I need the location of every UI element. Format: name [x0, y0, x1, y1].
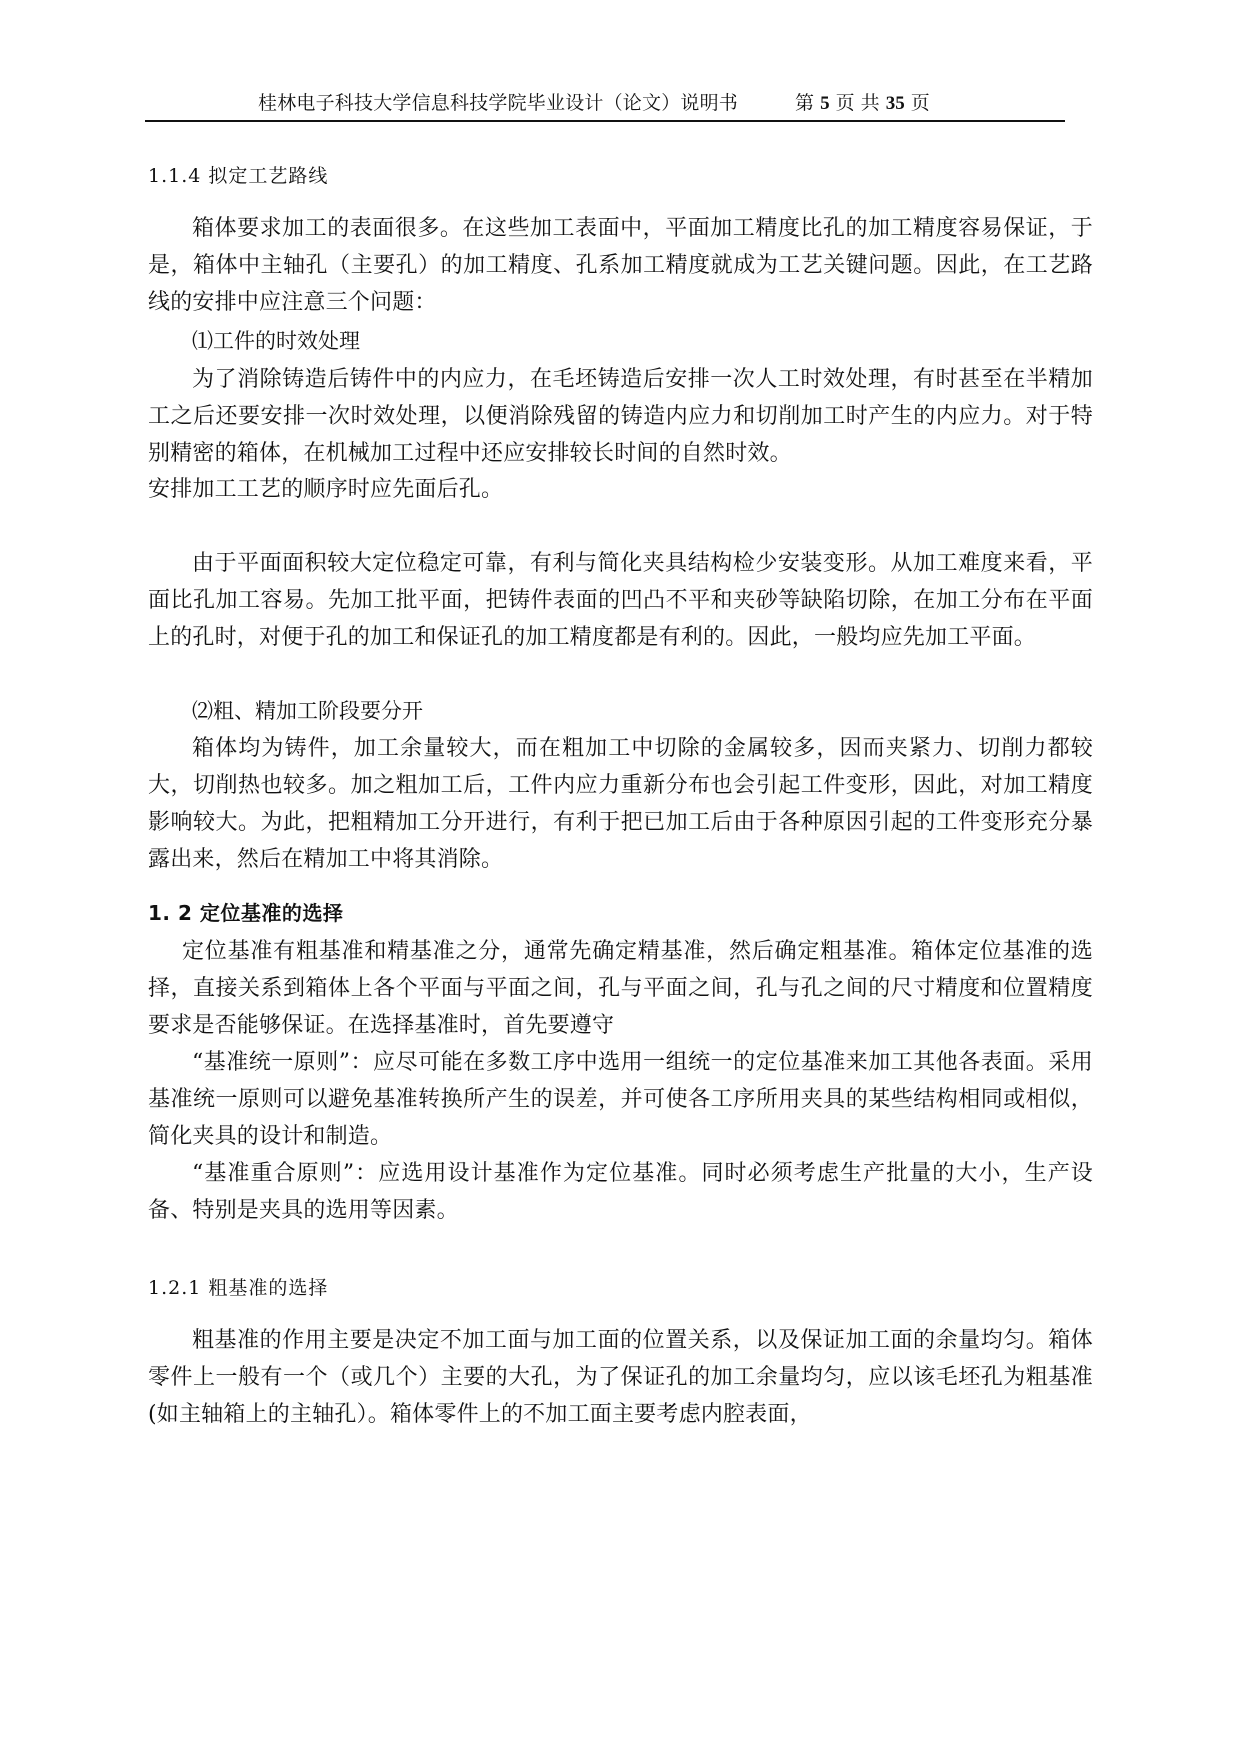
paragraph: “基准统一原则”：应尽可能在多数工序中选用一组统一的定位基准来加工其他各表面。采用基准统一原则可以避免基准转换所产生的误差，并可使各工序所用夹具的某些结构相同或相似，简化夹具的设计和制造。: [148, 1050, 1093, 1149]
header-title: 桂林电子科技大学信息科技学院毕业设计（论文）说明书: [258, 92, 739, 114]
paragraph: 安排加工工艺的顺序时应先面后孔。: [148, 477, 504, 502]
page-mid: 页 共: [835, 92, 880, 114]
paragraph: 定位基准有粗基准和精基准之分，通常先确定精基准，然后确定粗基准。箱体定位基准的选择，直接关系到箱体上各个平面与平面之间，孔与平面之间，孔与孔之间的尺寸精度和位置精度要求是否能够保证。在选择基准时，首先要遵守: [148, 939, 1093, 1038]
page-number: [795, 88, 930, 115]
page-suffix: 页: [910, 92, 930, 114]
page-total: 35: [885, 93, 905, 114]
page-prefix: 第: [795, 92, 815, 114]
section-heading-1-2-1: 1.2.1 粗基准的选择: [148, 1277, 329, 1299]
paragraph: 箱体要求加工的表面很多。在这些加工表面中，平面加工精度比孔的加工精度容易保证，于是，箱体中主轴孔（主要孔）的加工精度、孔系加工精度就成为工艺关键问题。因此，在工艺路线的安排中应注意三个问题：: [148, 216, 1093, 315]
list-item: ⑴工件的时效处理: [192, 329, 360, 353]
section-heading-1-2: 1. 2 定位基准的选择: [148, 901, 344, 925]
paragraph: 箱体均为铸件，加工余量较大，而在粗加工中切除的金属较多，因而夹紧力、切削力都较大，切削热也较多。加之粗加工后，工件内应力重新分布也会引起工件变形，因此，对加工精度影响较大。为此，把粗精加工分开进行，有利于把已加工后由于各种原因引起的工件变形充分暴露出来，然后在精加工中将其消除。: [148, 736, 1093, 872]
paragraph: 粗基准的作用主要是决定不加工面与加工面的位置关系，以及保证加工面的余量均匀。箱体零件上一般有一个（或几个）主要的大孔，为了保证孔的加工余量均匀，应以该毛坯孔为粗基准(如主轴箱上的主轴孔）。箱体零件上的不加工面主要考虑内腔表面，: [148, 1328, 1093, 1427]
paragraph: “基准重合原则”：应选用设计基准作为定位基准。同时必须考虑生产批量的大小，生产设备、特别是夹具的选用等因素。: [148, 1161, 1093, 1223]
paragraph: 为了消除铸造后铸件中的内应力，在毛坯铸造后安排一次人工时效处理，有时甚至在半精加工之后还要安排一次时效处理，以便消除残留的铸造内应力和切削加工时产生的内应力。对于特别精密的箱体，在机械加工过程中还应安排较长时间的自然时效。: [148, 367, 1093, 466]
list-item: ⑵粗、精加工阶段要分开: [192, 699, 423, 723]
page-header: [145, 84, 1065, 122]
section-heading-1-1-4: 1.1.4 拟定工艺路线: [148, 165, 329, 187]
page-current: 5: [820, 93, 830, 114]
paragraph: 由于平面面积较大定位稳定可靠，有利与简化夹具结构检少安装变形。从加工难度来看，平面比孔加工容易。先加工批平面，把铸件表面的凹凸不平和夹砂等缺陷切除，在加工分布在平面上的孔时，对便于孔的加工和保证孔的加工精度都是有利的。因此，一般均应先加工平面。: [148, 551, 1093, 650]
